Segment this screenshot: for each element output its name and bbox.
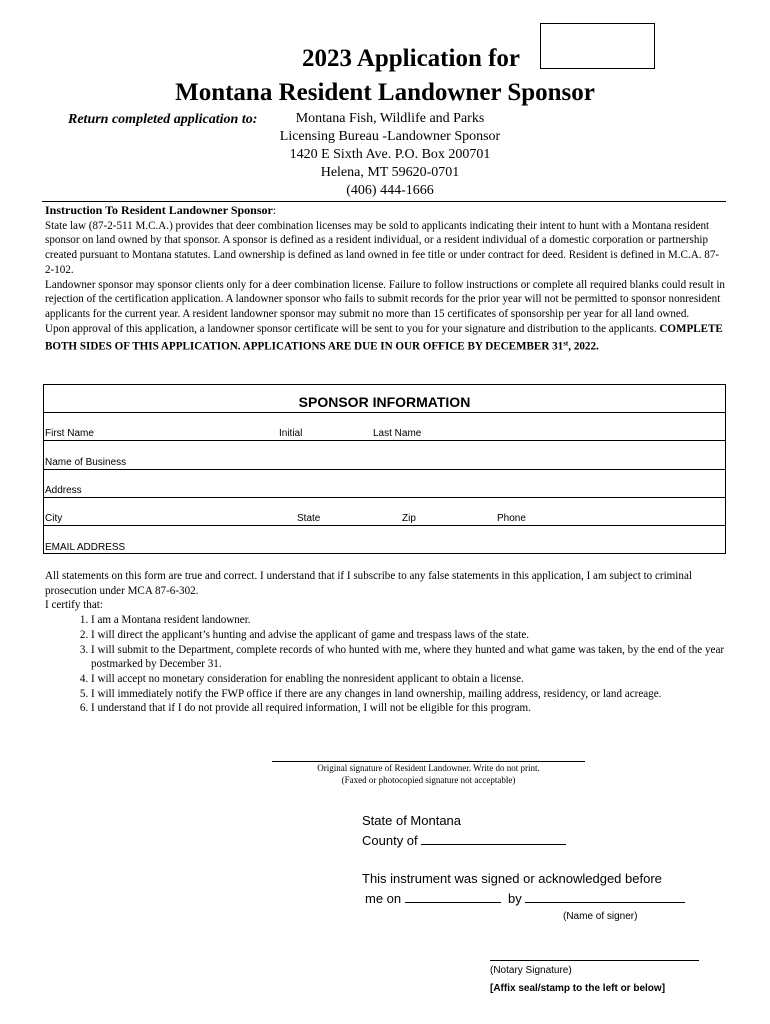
row-divider [44,412,725,413]
phone-field[interactable]: Phone [497,513,526,524]
instructions-para-2: Landowner sponsor may sponsor clients only for a deer combination license. Failure to follow instructions or complete all required blanks could result in rejection of the certification application. A landowner sponsor who fails to submit records for the prior year will not be permitted to sponsor nonresident applicants for the current year. A resident landowner sponsor may submit no more than 15 certificates of sponsorship per year for all land owned. [45,278,725,320]
address-line-4: Helena, MT 59620-0701 [320,165,460,180]
list-item: 3. I will submit to the Department, complete records of who hunted with me, where they hunted and what game was taken, by the end of the year postmarked by December 31. [91,643,725,672]
list-item: 2. I will direct the applicant’s hunting and advise the applicant of game and trespass laws of the state. [91,628,725,643]
list-item: 1. I am a Montana resident landowner. [91,613,725,628]
return-label: Return completed application to: [68,112,258,127]
zip-field[interactable]: Zip [402,513,416,524]
list-item: 5. I will immediately notify the FWP office if there are any changes in land ownership, mailing address, residency, or land acreage. [91,687,725,702]
county-blank[interactable] [421,834,566,845]
certification-statement: All statements on this form are true and correct. I understand that if I subscribe to any false statements in this application, I am subject to criminal prosecution under MCA 87-6-302. [45,570,692,597]
list-item: 6. I understand that if I do not provide all required information, I will not be eligible for this program. [91,701,725,716]
row-divider [44,440,725,441]
signature-caption: Original signature of Resident Landowner. Write do not print. [317,763,540,773]
business-name-field[interactable]: Name of Business [45,457,127,468]
instructions-heading: Instruction To Resident Landowner Sponsor: [45,203,276,217]
notary-instrument: This instrument was signed or acknowledged before [362,871,662,886]
notary-signature-label: (Notary Signature) [490,965,572,976]
sponsor-information-box [43,384,726,554]
landowner-signature-line[interactable] [272,761,585,762]
date-blank[interactable] [405,892,501,903]
signature-note: (Faxed or photocopied signature not acceptable) [341,775,516,785]
address-line-1: Montana Fish, Wildlife and Parks [295,111,485,126]
email-field[interactable]: EMAIL ADDRESS [45,542,126,553]
signer-blank[interactable] [525,892,685,903]
state-field[interactable]: State [297,513,321,524]
notary-county: County of [362,833,566,848]
city-field[interactable]: City [45,513,63,524]
list-item: 4. I will accept no monetary consideration for enabling the nonresident applicant to obtain a license. [91,672,725,687]
last-name-field[interactable]: Last Name [373,428,422,439]
notary-state: State of Montana [362,813,462,828]
notary-date-line: me on by [365,891,685,906]
certification-section [45,569,725,716]
row-divider [44,469,725,470]
certify-intro: I certify that: [45,599,103,612]
section-divider [42,201,726,202]
address-line-3: 1420 E Sixth Ave. P.O. Box 200701 [289,147,491,162]
row-divider [44,497,725,498]
first-name-field[interactable]: First Name [45,428,94,439]
instructions [45,203,727,355]
address-line-5: (406) 444-1666 [346,183,434,198]
certification-list [45,613,725,716]
address-line-2: Licensing Bureau -Landowner Sponsor [279,129,501,144]
title-line-2: Montana Resident Landowner Sponsor [175,79,595,106]
title-line-1: 2023 Application for [301,45,521,72]
name-of-signer-label: (Name of signer) [563,911,638,922]
sponsor-info-title: SPONSOR INFORMATION [298,394,471,410]
instructions-para-3: Upon approval of this application, a landowner sponsor certificate will be sent to you for your signature and distribution to the applicants. COMPLETE BOTH SIDES OF THIS APPLICATION. APPLICATIONS ARE DUE IN OUR OFFICE BY DECEMBER 31st, 2022. [45,322,723,354]
instructions-para-1: State law (87-2-511 M.C.A.) provides that deer combination licenses may be sold to applicants indicating their intent to hunt with a Montana resident sponsor on land owned by that sponsor. A sponsor is defined as a resident individual, or a resident individual of a domestic corporation or partnership created pursuant to Montana statutes. Land ownership is defined as land owned in fee title or under contract for deed. Resident is defined in M.C.A. 87-2-102. [45,219,720,276]
row-divider [44,525,725,526]
address-field[interactable]: Address [45,485,82,496]
affix-seal-label: [Affix seal/stamp to the left or below] [490,983,666,994]
initial-field[interactable]: Initial [279,428,303,439]
notary-signature-line[interactable] [490,960,699,961]
